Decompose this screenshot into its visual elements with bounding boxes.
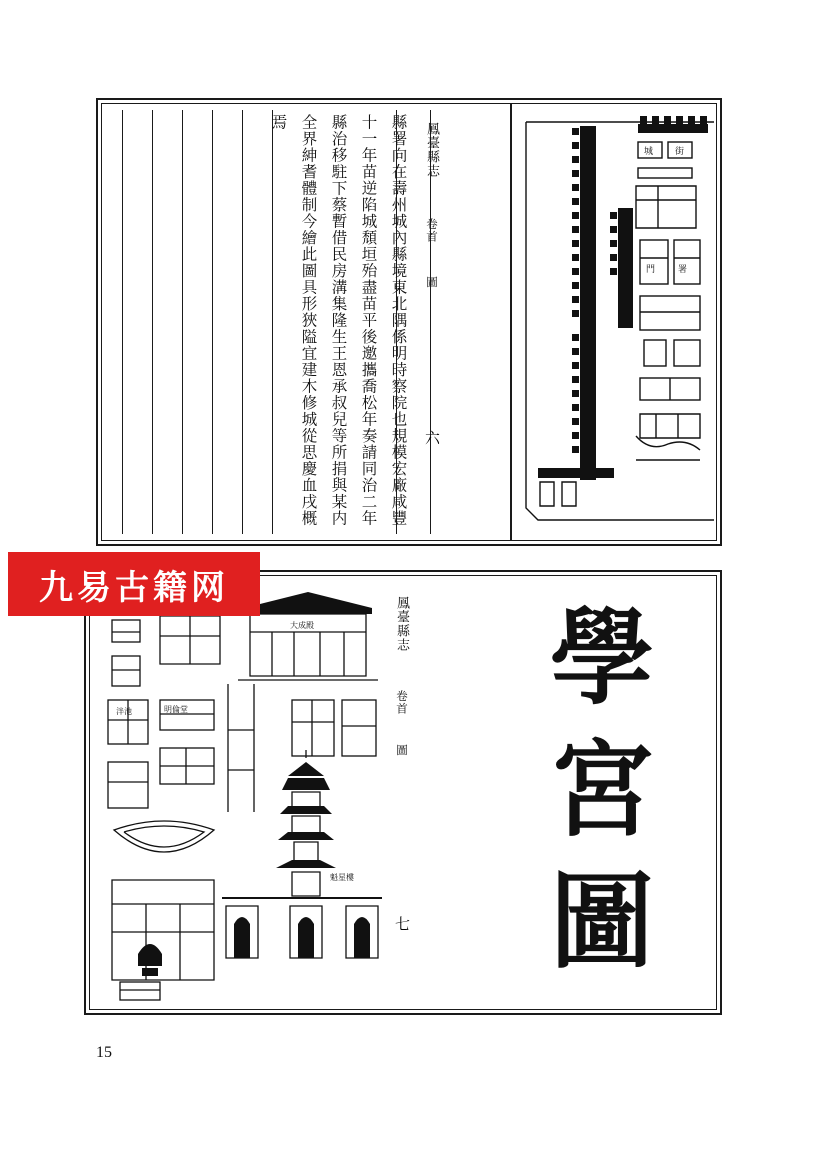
top-body-column-5: 焉 bbox=[269, 114, 288, 131]
svg-text:街: 街 bbox=[675, 147, 685, 157]
bottom-running-head: 鳳臺縣志 bbox=[394, 596, 409, 652]
top-body-column-1: 縣署向在壽州城內縣境東北隅係明時察院也規模宏廠咸豐 bbox=[389, 114, 408, 527]
seal-char-1: 學 bbox=[549, 596, 654, 719]
svg-text:門: 門 bbox=[646, 265, 656, 275]
svg-text:城: 城 bbox=[644, 147, 654, 157]
top-juan-label: 卷首 bbox=[425, 218, 439, 243]
top-sheet-mark: 圖 bbox=[425, 276, 439, 289]
bottom-juan-label: 卷首 bbox=[395, 690, 409, 715]
seal-char-3: 圖 bbox=[549, 860, 654, 983]
top-city-plan-illustration bbox=[518, 108, 718, 536]
watermark-banner bbox=[8, 552, 260, 616]
top-body-column-3: 縣治移駐下蔡暫借民房溝集隆生王恩承叔兒等所捐與某内 bbox=[329, 114, 348, 527]
top-body-column-4: 全界紳耆體制今繪此圖具形狹隘宜建木修城從思慶血戌概 bbox=[299, 114, 318, 527]
bottom-sheet-mark: 圖 bbox=[395, 744, 409, 757]
confucian-temple-illustration bbox=[94, 580, 382, 1005]
svg-text:泮池: 泮池 bbox=[116, 707, 132, 716]
svg-text:署: 署 bbox=[678, 265, 688, 275]
bottom-woodblock-plate bbox=[84, 570, 722, 1015]
seal-char-2: 宮 bbox=[549, 728, 654, 851]
top-woodblock-plate bbox=[96, 98, 722, 546]
svg-text:明倫堂: 明倫堂 bbox=[164, 705, 188, 714]
bottom-page-number: 七 bbox=[393, 916, 411, 931]
watermark-text: 九易古籍网 bbox=[39, 567, 229, 608]
top-plate-gutter-rule bbox=[510, 104, 512, 540]
page-folio-number: 15 bbox=[96, 1044, 112, 1061]
svg-text:大成殿: 大成殿 bbox=[290, 621, 314, 630]
top-running-head: 鳳臺縣志 bbox=[424, 122, 439, 178]
top-body-column-2: 十一年苗逆陷城頹垣殆盡苗平後邀攜喬松年奏請同治二年 bbox=[359, 114, 378, 527]
seal-script-title bbox=[518, 596, 686, 983]
top-page-number: 六 bbox=[423, 430, 441, 445]
svg-text:魁星樓: 魁星樓 bbox=[330, 873, 354, 882]
